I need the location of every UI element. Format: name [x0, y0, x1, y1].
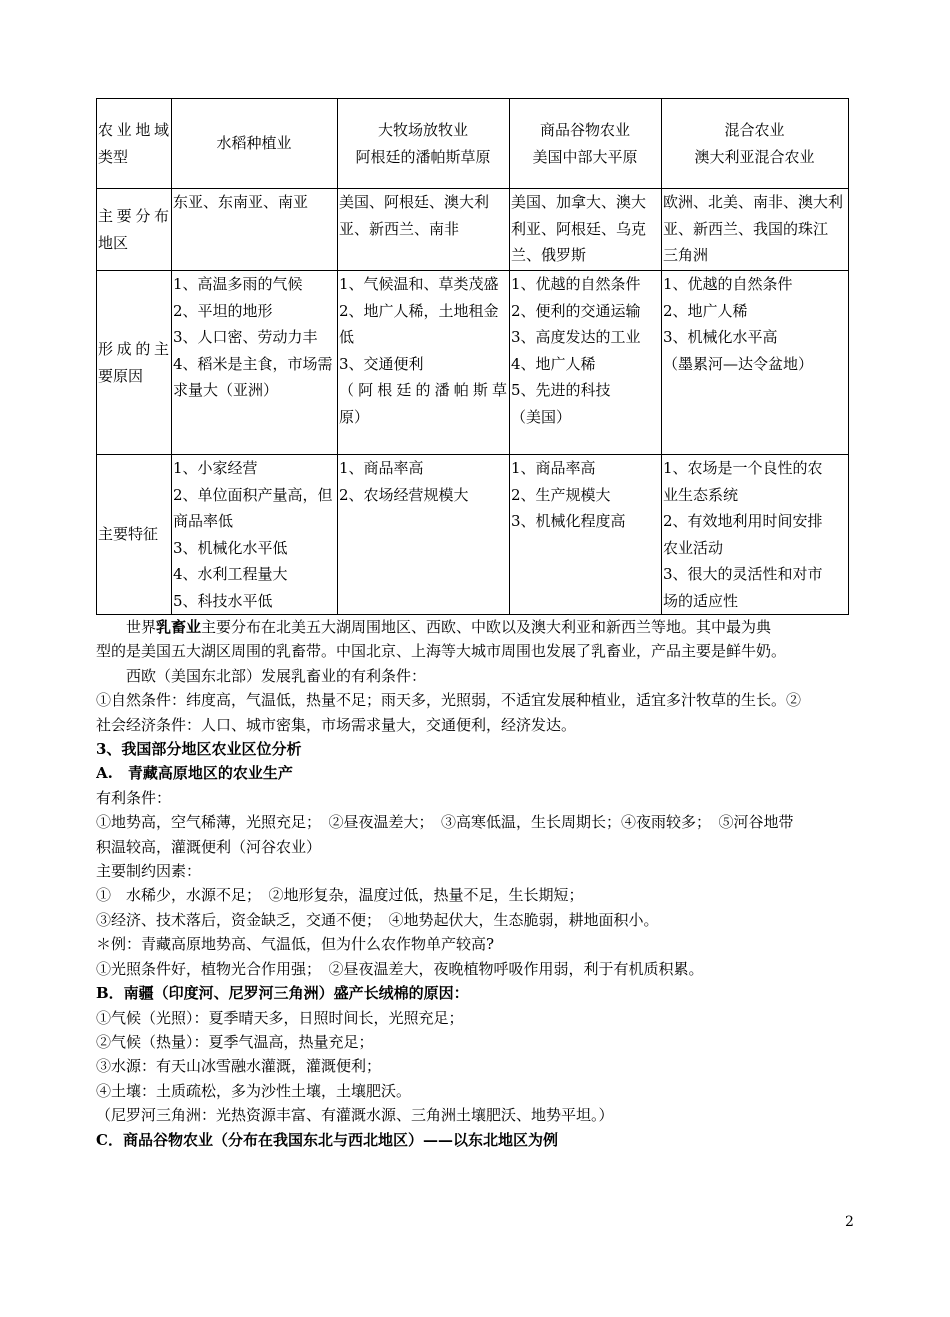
section-a-question: ＊例：青藏高原地势高、气温低，但为什么农作物单产较高?: [96, 935, 495, 954]
dairy-conditions-intro: 西欧（美国东北部）发展乳畜业的有利条件：: [126, 666, 427, 685]
header-type-cell: 农业地域 类型: [97, 99, 172, 189]
section-c-heading: C．商品谷物农业（分布在我国东北与西北地区）——以东北地区为例: [96, 1130, 558, 1149]
row-label-cell: 主要特征: [97, 455, 172, 615]
row-label-cell: 主要分布 地区: [97, 189, 172, 271]
table-cell: 1、优越的自然条件 2、便利的交通运输 3、高度发达的工业 4、地广人稀 5、先进的科技 （美国）: [510, 271, 662, 455]
section-b-item: ④土壤：土质疏松，多为沙性土壤，土壤肥沃。: [96, 1081, 412, 1100]
section-a-answer: ①光照条件好，植物光合作用强； ②昼夜温差大，夜晚植物呼吸作用弱，利于有机质积累。: [96, 959, 704, 978]
header-mixed-cell: 混合农业 澳大利亚混合农业: [662, 99, 849, 189]
section-a-advantages-label: 有利条件：: [96, 788, 172, 807]
dairy-paragraph-line1: 世界乳畜业主要分布在北美五大湖周围地区、西欧、中欧以及澳大利亚和新西兰等地。其中最为典: [126, 618, 772, 636]
section-b-item: ①气候（光照）：夏季晴天多，日照时间长，光照充足；: [96, 1008, 464, 1027]
header-grain-cell: 商品谷物农业 美国中部大平原: [510, 99, 662, 189]
document-page: [96, 98, 856, 1152]
section-a-heading: A. 青藏高原地区的农业生产: [96, 764, 293, 783]
table-cell: 1、气候温和、草类茂盛 2、地广人稀，土地租金 低 3、交通便利 （阿根廷的潘帕斯草 原）: [338, 271, 510, 455]
section-b-heading: B．南疆（印度河、尼罗河三角洲）盛产长绒棉的原因：: [96, 984, 469, 1003]
section-a-limits-line1: ① 水稀少，水源不足； ②地形复杂，温度过低，热量不足，生长期短；: [96, 886, 584, 905]
page-number: 2: [845, 1214, 854, 1230]
table-header-row: [97, 99, 849, 189]
section-a-advantages-line2: 积温较高，灌溉便利（河谷农业）: [96, 837, 322, 856]
table-cell: 1、商品率高 2、农场经营规模大: [338, 455, 510, 615]
table-cell: 1、农场是一个良性的农 业生态系统 2、有效地利用时间安排 农业活动 3、很大的灵活性和对市 场的适应性: [662, 455, 849, 615]
table-cell: 1、高温多雨的气候 2、平坦的地形 3、人口密、劳动力丰 4、稻米是主食，市场需 求量大（亚洲）: [172, 271, 338, 455]
section-a-advantages-line1: ①地势高，空气稀薄，光照充足； ②昼夜温差大； ③高寒低温，生长周期长；④夜雨较多； ⑤河谷地带: [96, 813, 794, 832]
body-text: [96, 615, 856, 1152]
table-cell: 1、小家经营 2、单位面积产量高，但 商品率低 3、机械化水平低 4、水利工程量大 5、科技水平低: [172, 455, 338, 615]
section-b-note: （尼罗河三角洲：光热资源丰富、有灌溉水源、三角洲土壤肥沃、地势平坦。）: [96, 1106, 614, 1125]
table-cell: 欧洲、北美、南非、澳大利 亚、新西兰、我国的珠江 三角洲: [662, 189, 849, 271]
row-label-cell: 形成的主 要原因: [97, 271, 172, 455]
table-row-causes: [97, 271, 849, 455]
section-b-item: ③水源：有天山冰雪融水灌溉，灌溉便利；: [96, 1057, 382, 1076]
table-cell: 美国、加拿大、澳大 利亚、阿根廷、乌克 兰、俄罗斯: [510, 189, 662, 271]
section-b-item: ②气候（热量）：夏季气温高，热量充足；: [96, 1032, 374, 1051]
dairy-paragraph-line2: 型的是美国五大湖区周围的乳畜带。中国北京、上海等大城市周围也发展了乳畜业，产品主要是鲜牛奶。: [96, 642, 787, 661]
table-row-features: [97, 455, 849, 615]
section-a-limits-label: 主要制约因素：: [96, 862, 202, 881]
header-ranching-cell: 大牧场放牧业 阿根廷的潘帕斯草原: [338, 99, 510, 189]
section-3-heading: 3、我国部分地区农业区位分析: [96, 740, 302, 759]
table-cell: 东亚、东南亚、南亚: [172, 189, 338, 271]
dairy-conditions-line2: 社会经济条件：人口、城市密集，市场需求量大，交通便利，经济发达。: [96, 715, 577, 734]
table-cell: 1、优越的自然条件 2、地广人稀 3、机械化水平高 （墨累河—达令盆地）: [662, 271, 849, 455]
table-cell: 1、商品率高 2、生产规模大 3、机械化程度高: [510, 455, 662, 615]
table-row-distribution: [97, 189, 849, 271]
header-rice-cell: 水稻种植业: [172, 99, 338, 189]
section-a-limits-line2: ③经济、技术落后，资金缺乏，交通不便； ④地势起伏大，生态脆弱，耕地面积小。: [96, 910, 659, 929]
dairy-conditions-line1: ①自然条件：纬度高，气温低，热量不足；雨天多，光照弱，不适宜发展种植业，适宜多汁牧草的生长。②: [96, 691, 802, 710]
agriculture-comparison-table: [96, 98, 849, 615]
table-cell: 美国、阿根廷、澳大利 亚、新西兰、南非: [338, 189, 510, 271]
